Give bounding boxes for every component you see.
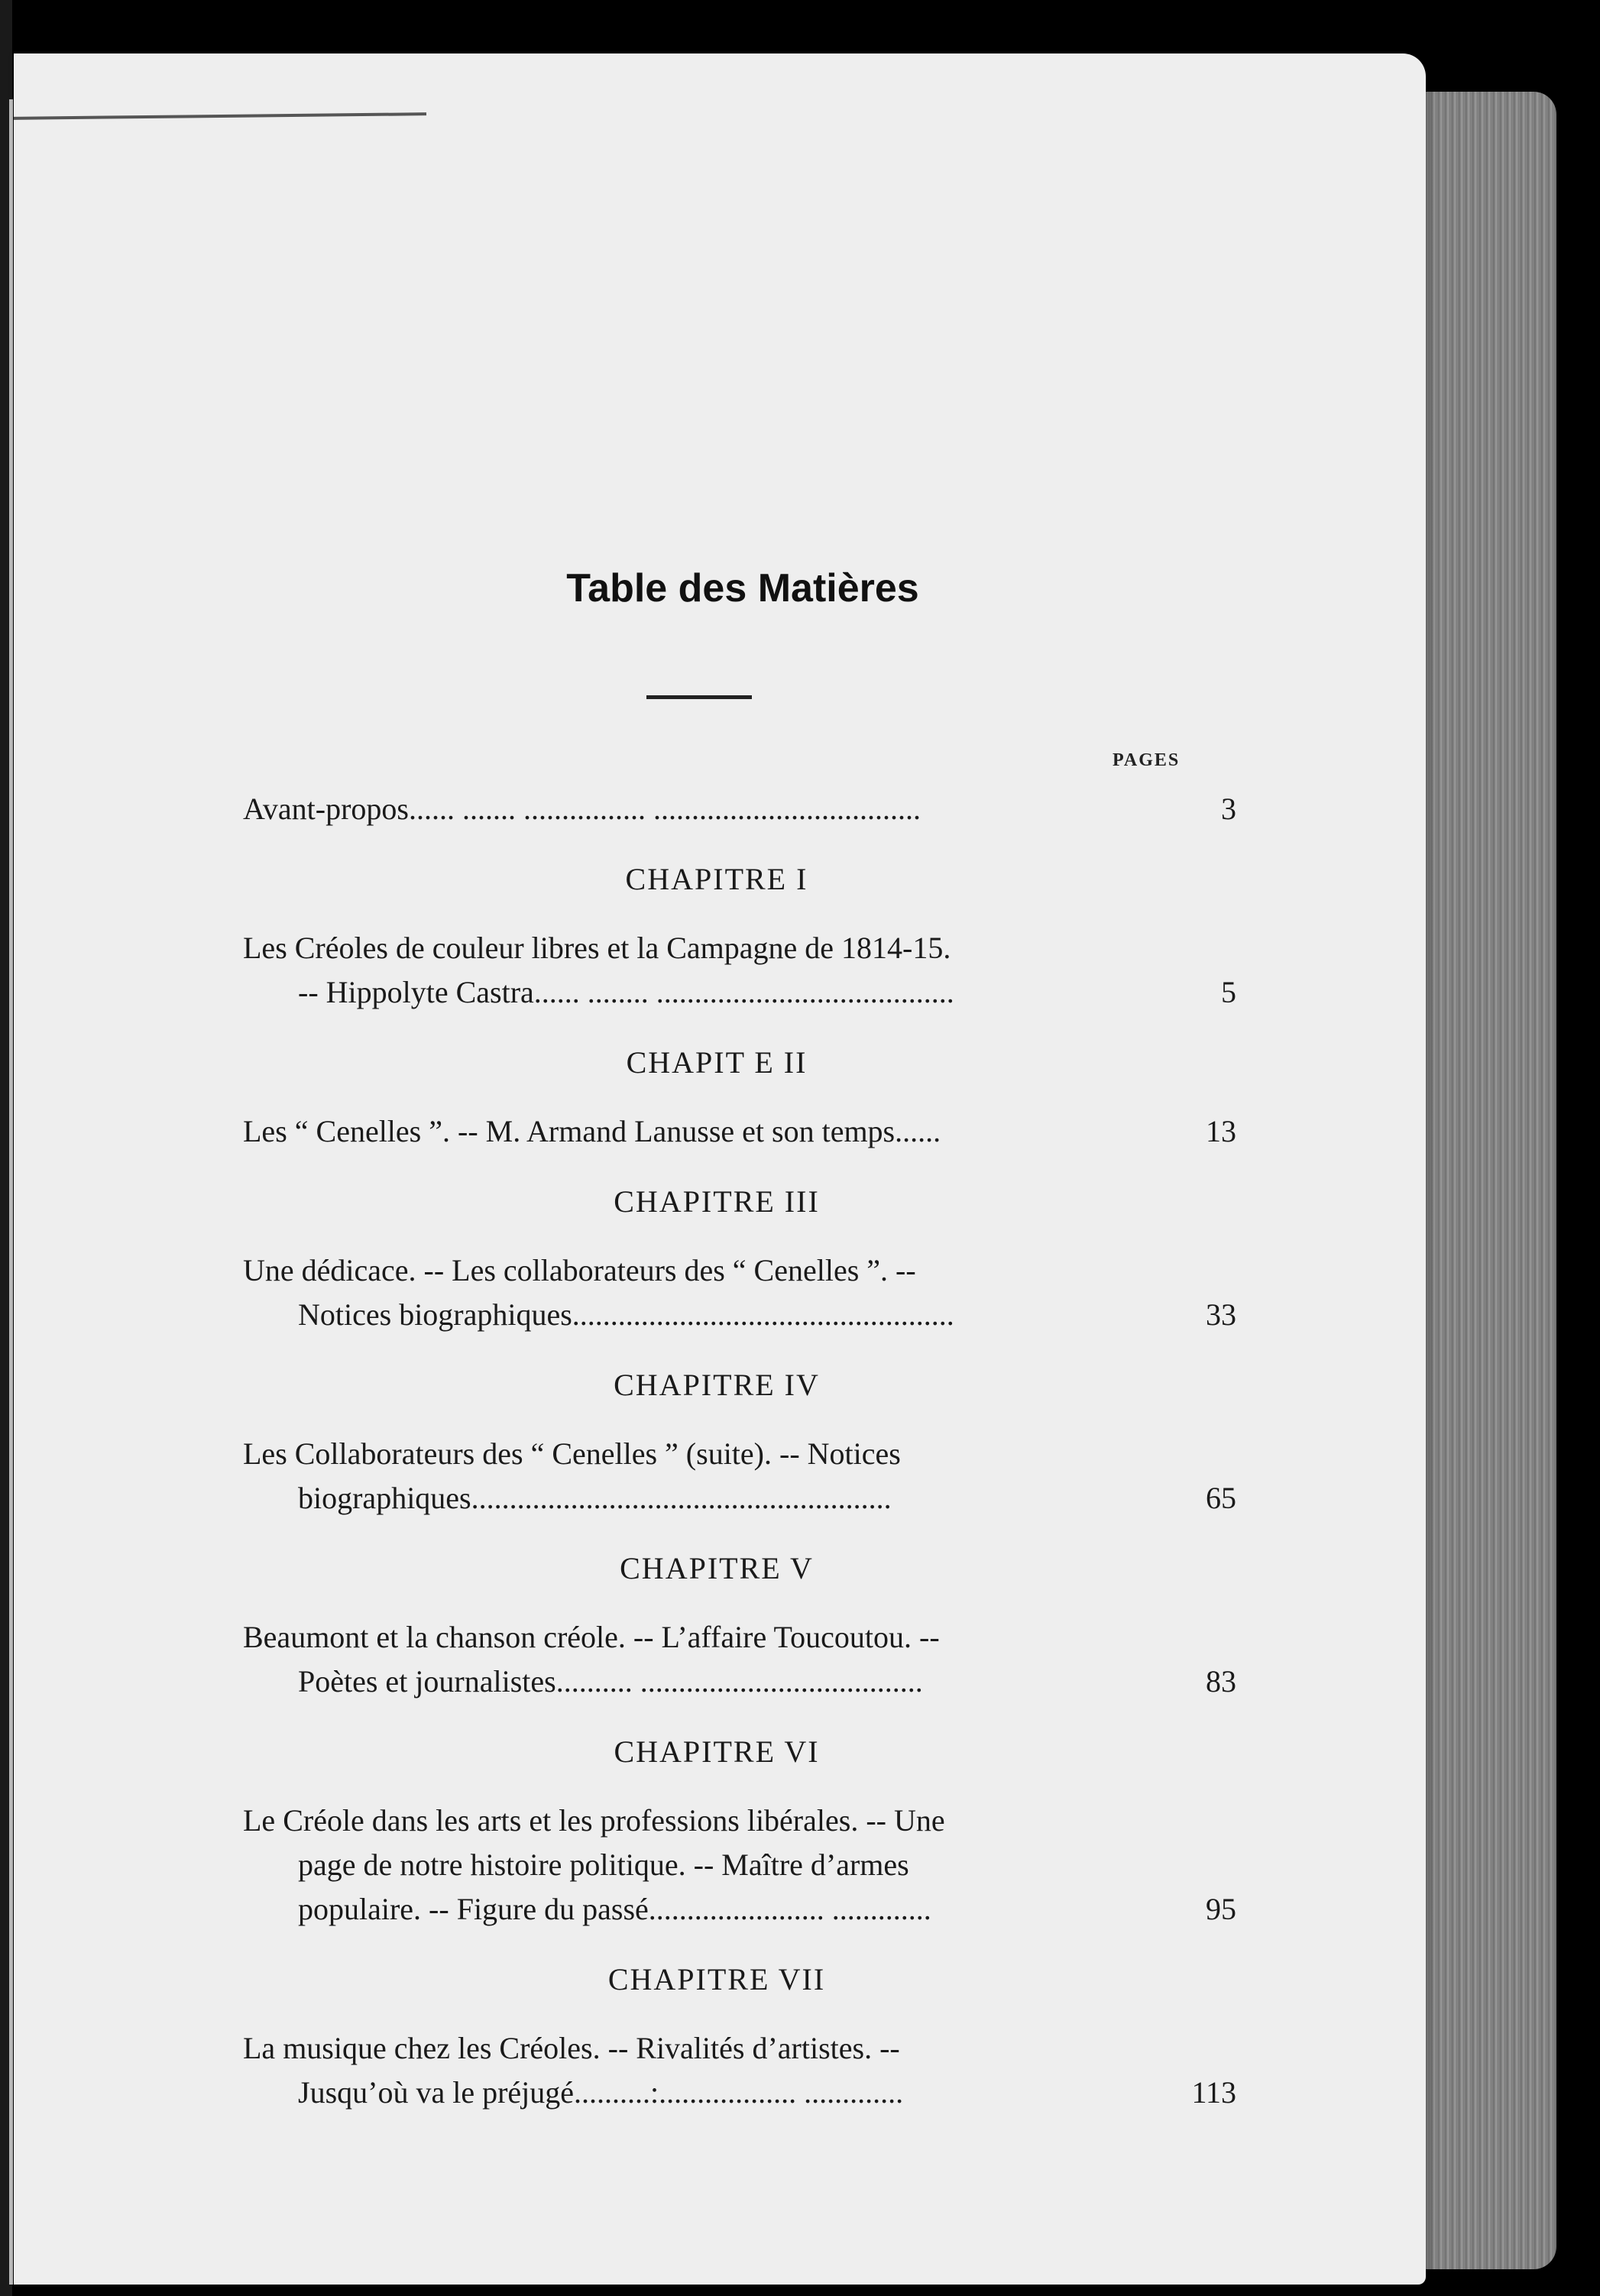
chapter-heading-4: CHAPITRE IV xyxy=(614,1368,820,1402)
toc-entry-chapter-2 xyxy=(243,1109,1236,1154)
toc-entry-line: page de notre histoire politique. -- Maître d’armes xyxy=(298,1847,909,1882)
book-page xyxy=(14,53,1426,2285)
scan-left-edge xyxy=(9,99,13,2285)
toc-entry-line: Jusqu’où va le préjugé..........:.................. ............. xyxy=(298,2075,904,2110)
toc-entry-chapter-5 xyxy=(243,1615,1236,1704)
book-page-edges xyxy=(1423,92,1556,2269)
toc-entry-line: Les “ Cenelles ”. -- M. Armand Lanusse et son temps...... xyxy=(243,1114,941,1148)
table-of-contents xyxy=(243,787,1236,2115)
toc-entry-chapter-6 xyxy=(243,1799,1236,1932)
toc-entry-line: Une dédicace. -- Les collaborateurs des “ Cenelles ”. -- xyxy=(243,1253,916,1287)
chapter-heading-1: CHAPITRE I xyxy=(625,862,808,896)
toc-entry-line: Poètes et journalistes.......... ..................................... xyxy=(298,1664,923,1699)
toc-entry-avant-propos xyxy=(243,787,1236,831)
toc-entry-chapter-7 xyxy=(243,2026,1236,2115)
toc-page-number: 5 xyxy=(1221,975,1236,1009)
toc-entry-line: Les Collaborateurs des “ Cenelles ” (suite). -- Notices xyxy=(243,1436,901,1471)
chapter-heading-2: CHAPIT E II xyxy=(626,1045,808,1080)
toc-page-number: 3 xyxy=(1221,792,1236,826)
toc-entry-line: biographiques....................................................... xyxy=(298,1481,892,1515)
pages-column-label: PAGES xyxy=(1113,750,1181,770)
toc-entry-line: Les Créoles de couleur libres et la Campagne de 1814-15. xyxy=(243,931,951,965)
page-top-mark xyxy=(14,112,426,120)
chapter-heading-6: CHAPITRE VI xyxy=(614,1734,820,1769)
toc-page-number: 113 xyxy=(1191,2075,1236,2110)
toc-page-number: 83 xyxy=(1206,1664,1236,1699)
toc-entry-line: Avant-propos...... ....... ................ ................................... xyxy=(243,792,921,826)
toc-entry-line: populaire. -- Figure du passé....................... ............. xyxy=(298,1892,931,1926)
toc-entry-line: Beaumont et la chanson créole. -- L’affaire Toucoutou. -- xyxy=(243,1620,940,1654)
title-rule xyxy=(646,695,752,699)
toc-entry-line: Notices biographiques.................................................. xyxy=(298,1297,954,1332)
chapter-heading-3: CHAPITRE III xyxy=(614,1184,820,1219)
toc-entry-line: -- Hippolyte Castra...... ........ ....................................... xyxy=(298,975,954,1009)
chapter-heading-7: CHAPITRE VII xyxy=(607,1962,826,1996)
toc-entry-line: Le Créole dans les arts et les professions libérales. -- Une xyxy=(243,1803,945,1838)
toc-page-number: 95 xyxy=(1206,1892,1236,1926)
toc-page-number: 33 xyxy=(1206,1297,1236,1332)
toc-entry-chapter-1 xyxy=(243,926,1236,1015)
page-title: Table des Matières xyxy=(566,566,919,610)
toc-page-number: 65 xyxy=(1206,1481,1236,1515)
toc-entry-chapter-4 xyxy=(243,1432,1236,1520)
toc-page-number: 13 xyxy=(1206,1114,1236,1148)
chapter-heading-5: CHAPITRE V xyxy=(620,1551,814,1585)
toc-entry-chapter-3 xyxy=(243,1248,1236,1337)
toc-entry-line: La musique chez les Créoles. -- Rivalités d’artistes. -- xyxy=(243,2031,900,2065)
